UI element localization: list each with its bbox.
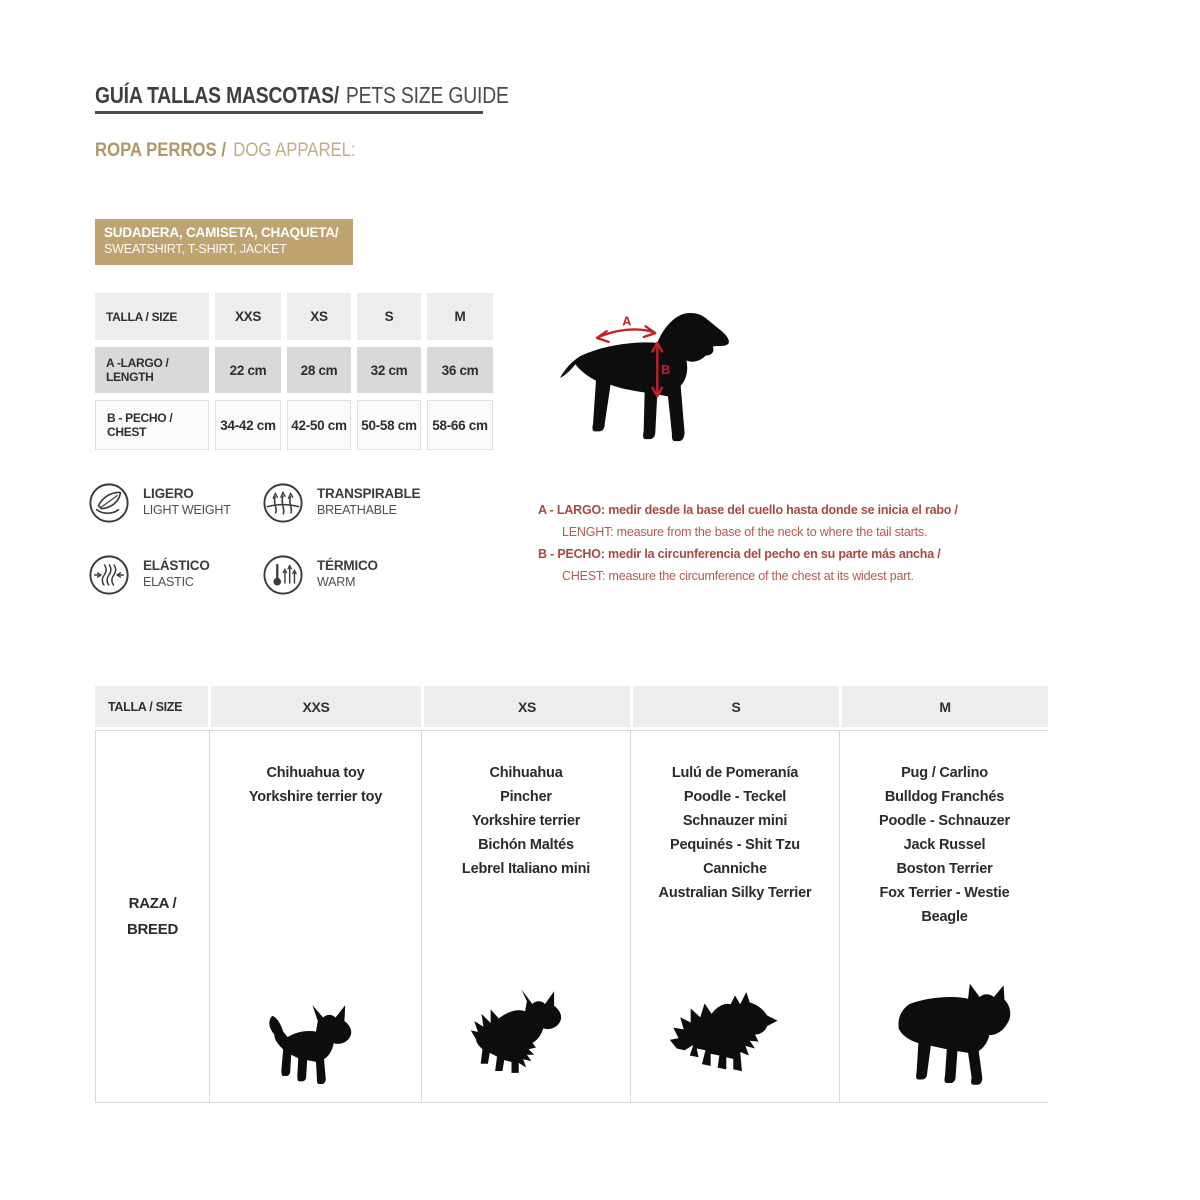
size-table-header-m: M [427, 293, 493, 340]
length-m: 36 cm [427, 347, 493, 393]
feature-breathable [262, 482, 420, 524]
breed: Pequinés - Shit Tzu [670, 837, 800, 853]
breed: Yorkshire terrier [471, 813, 581, 829]
breed-header-xxs: XXS [211, 686, 421, 727]
size-table-header-xxs: XXS [215, 293, 281, 340]
page-title [95, 82, 588, 109]
labrador-silhouette [552, 300, 747, 446]
size-table-row-chest-label: B - PECHO / CHEST [95, 400, 209, 450]
breed: Pug / Carlino [901, 765, 988, 781]
feature-title: TRANSPIRABLE [317, 486, 421, 501]
breed: Jack Russel [903, 837, 986, 853]
breed-row-label: RAZA / BREED [96, 731, 210, 1102]
feather-lightweight-icon [88, 482, 130, 524]
note-pecho-es: B - PECHO: medir la circunferencia del pecho en su parte más ancha / [538, 547, 941, 561]
chest-s: 50-58 cm [357, 400, 421, 450]
breed: Bichón Maltés [478, 837, 574, 853]
breed-table-body [95, 730, 1048, 1103]
breed: Bulldog Franchés [884, 789, 1005, 805]
breed-cell-xs [422, 731, 631, 1102]
breed: Beagle [921, 909, 968, 925]
thermal-icon [262, 554, 304, 596]
breed: Lebrel Italiano mini [461, 861, 591, 877]
feature-elastic [88, 554, 210, 596]
size-table-row-length-label: A -LARGO / LENGTH [95, 347, 209, 393]
note-largo-es: A - LARGO: medir desde la base del cuello hasta donde se inicia el rabo / [538, 503, 958, 517]
breed: Chihuahua [489, 765, 563, 781]
size-table-header-label: TALLA / SIZE [95, 293, 209, 340]
length-s: 32 cm [357, 347, 421, 393]
breed: Canniche [703, 861, 767, 877]
breed-header-label: TALLA / SIZE [95, 686, 208, 727]
chest-m: 58-66 cm [427, 400, 493, 450]
breed-table-header [95, 686, 1048, 727]
section-subtitle [95, 140, 356, 162]
length-xxs: 22 cm [215, 347, 281, 393]
breed-header-s: S [633, 686, 839, 727]
feature-subtitle: BREATHABLE [317, 503, 397, 517]
breed-cell-m [840, 731, 1049, 1102]
category-line-en: SWEATSHIRT, T-SHIRT, JACKET [104, 242, 287, 256]
feature-lightweight [88, 482, 231, 524]
diagram-label-b: B [661, 362, 671, 377]
page-title-en: PETS SIZE GUIDE [345, 82, 509, 108]
category-box [95, 219, 353, 265]
breed: Boston Terrier [896, 861, 993, 877]
category-line-es: SUDADERA, CAMISETA, CHAQUETA/ [104, 225, 339, 240]
chest-xs: 42-50 cm [287, 400, 351, 450]
longhair-chihuahua-silhouette [458, 983, 594, 1092]
feature-subtitle: LIGHT WEIGHT [143, 503, 231, 517]
elastic-icon [88, 554, 130, 596]
breed: Schnauzer mini [682, 813, 788, 829]
size-table-header-s: S [357, 293, 421, 340]
feature-subtitle: ELASTIC [143, 575, 194, 589]
breed: Fox Terrier - Westie [879, 885, 1010, 901]
chihuahua-silhouette [258, 990, 374, 1092]
note-chest-en: CHEST: measure the circumference of the chest at its widest part. [562, 569, 914, 583]
length-xs: 28 cm [287, 347, 351, 393]
feature-title: TÉRMICO [317, 558, 378, 573]
measurement-notes [538, 499, 968, 587]
breed-header-m: M [842, 686, 1048, 727]
subtitle-es: ROPA PERROS / [95, 140, 226, 161]
breed: Lulú de Pomeranía [671, 765, 799, 781]
feature-title: ELÁSTICO [143, 558, 210, 573]
note-length-en: LENGHT: measure from the base of the neck to where the tail starts. [562, 525, 928, 539]
feature-subtitle: WARM [317, 575, 356, 589]
french-bulldog-silhouette [874, 972, 1016, 1092]
chest-xxs: 34-42 cm [215, 400, 281, 450]
subtitle-en: DOG APPAREL: [233, 140, 356, 161]
breed: Chihuahua toy [266, 765, 365, 781]
breed-header-xs: XS [424, 686, 630, 727]
breed: Poodle - Schnauzer [879, 813, 1010, 829]
feature-thermal [262, 554, 378, 596]
title-underline [95, 111, 483, 114]
feature-title: LIGERO [143, 486, 194, 501]
breed: Australian Silky Terrier [658, 885, 812, 901]
breed-cell-s [631, 731, 840, 1102]
dog-measurement-diagram [552, 300, 747, 446]
size-table [95, 293, 493, 450]
breed: Yorkshire terrier toy [248, 789, 383, 805]
diagram-label-a: A [622, 314, 632, 329]
breed: Pincher [500, 789, 552, 805]
breed-cell-xxs [210, 731, 422, 1102]
size-table-header-xs: XS [287, 293, 351, 340]
breathable-icon [262, 482, 304, 524]
page-title-es: GUÍA TALLAS MASCOTAS/ [95, 82, 340, 108]
pomeranian-silhouette [661, 979, 809, 1092]
breed: Poodle - Teckel [683, 789, 787, 805]
